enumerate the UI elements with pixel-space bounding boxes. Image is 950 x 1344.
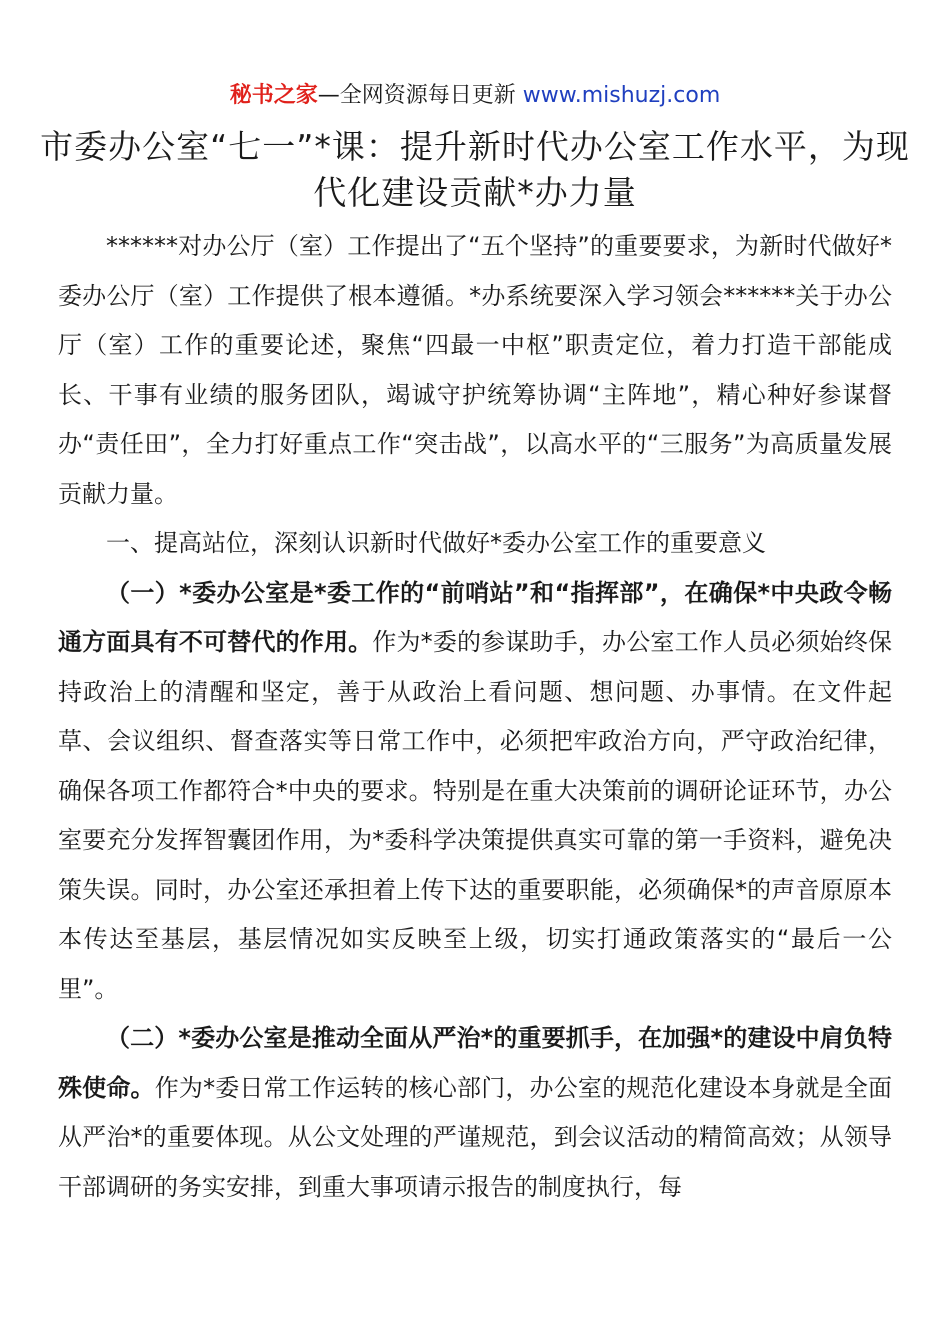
subsection-text-2: 作为*委日常工作运转的核心部门，办公室的规范化建设本身就是全面从严治*的重要体现。从公文处理的严谨规范，到会议活动的精简高效；从领导干部调研的务实安排，到重大事项请示报告的制度执行，每 bbox=[58, 1073, 893, 1201]
header-banner bbox=[0, 80, 950, 112]
banner-slogan: —全网资源每日更新 bbox=[317, 83, 516, 108]
subsection-paragraph-1 bbox=[58, 569, 892, 1015]
intro-paragraph: ******对办公厅（室）工作提出了“五个坚持”的重要要求，为新时代做好*委办公厅（室）工作提供了根本遵循。*办系统要深入学习领会******关于办公厅（室）工作的重要论述，聚焦“四最一中枢”职责定位，着力打造干部能成长、干事有业绩的服务团队，竭诚守护统筹协调“主阵地”，精心种好参谋督办“责任田”，全力打好重点工作“突击战”，以高水平的“三服务”为高质量发展贡献力量。 bbox=[58, 232, 892, 508]
document-body bbox=[58, 222, 892, 1212]
subsection-text-1: 作为*委的参谋助手，办公室工作人员必须始终保持政治上的清醒和坚定，善于从政治上看问题、想问题、办事情。在文件起草、会议组织、督查落实等日常工作中，必须把牢政治方向，严守政治纪律，确保各项工作都符合*中央的要求。特别是在重大决策前的调研论证环节，办公室要充分发挥智囊团作用，为*委科学决策提供真实可靠的第一手资料，避免决策失误。同时，办公室还承担着上传下达的重要职能，必须确保*的声音原原本本传达至基层，基层情况如实反映至上级，切实打通政策落实的“最后一公里”。 bbox=[58, 628, 893, 1003]
site-url-link[interactable]: www.mishuzj.com bbox=[522, 83, 721, 108]
subsection-heading-2: （二）*委办公室是推动全面从严治*的重要抓手，在加强*的建设中肩负特殊使命。 bbox=[58, 1024, 892, 1102]
subsection-heading-1: （一）*委办公室是*委工作的“前哨站”和“指挥部”，在确保*中央政令畅通方面具有不可替代的作用。 bbox=[58, 578, 892, 656]
brand-name: 秘书之家 bbox=[229, 83, 318, 108]
subsection-paragraph-2 bbox=[58, 1014, 892, 1212]
section-heading-1: 一、提高站位，深刻认识新时代做好*委办公室工作的重要意义 bbox=[106, 529, 766, 557]
document-title: 市委办公室“七一”*课：提升新时代办公室工作水平，为现代化建设贡献*办力量 bbox=[40, 127, 910, 212]
